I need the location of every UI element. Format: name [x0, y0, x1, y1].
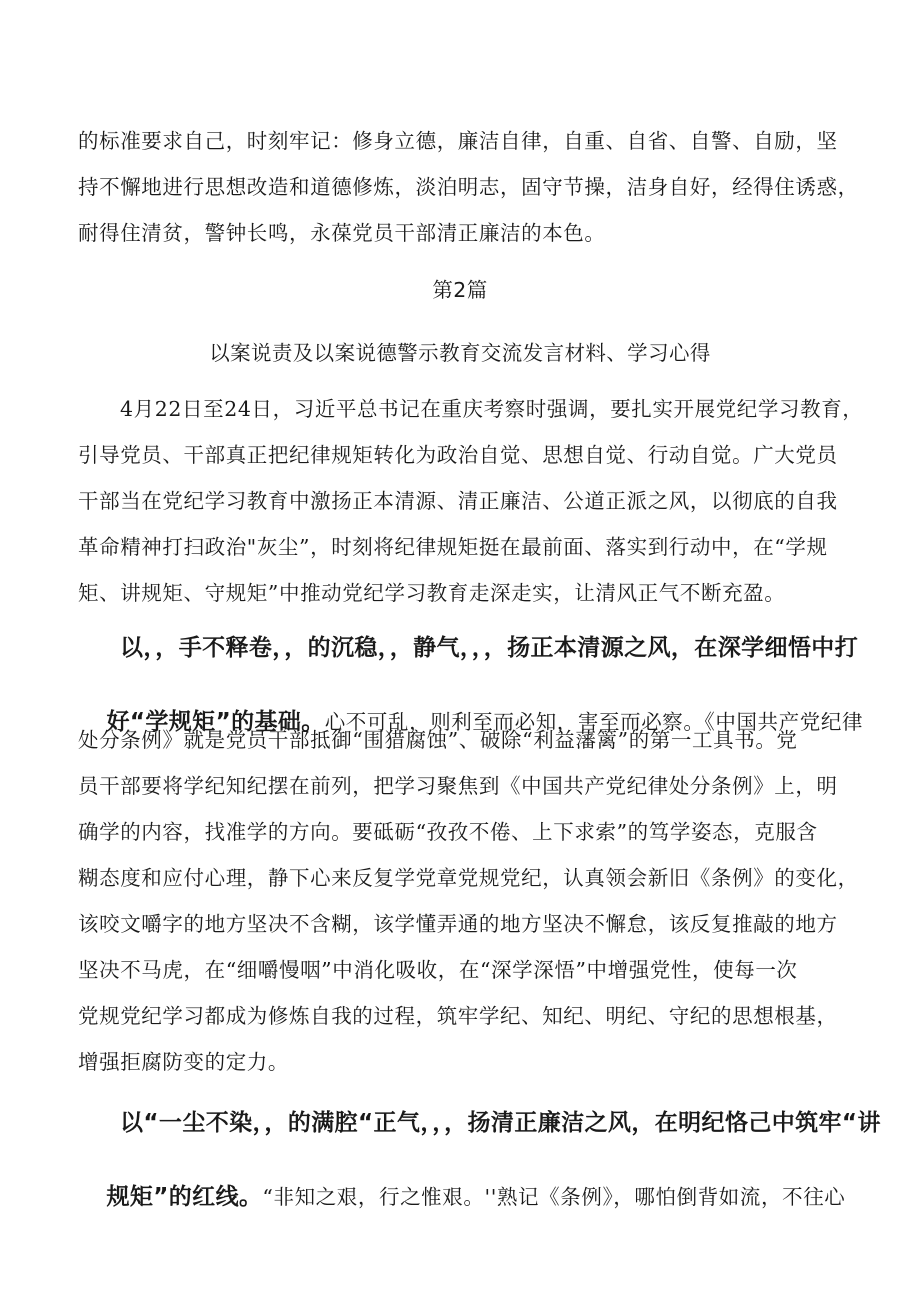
paragraph-line: 坚决不马虎，在“细嚼慢咽”中消化吸收，在“深学深悟”中增强党性，使每一次: [78, 958, 798, 982]
paragraph-line: 员干部要将学纪知纪摆在前列，把学习聚焦到《中国共产党纪律处分条例》上，明: [78, 774, 838, 798]
paragraph-lead-rest: 心不可乱，则利至而必知，害至而必察。《中国共产党纪律: [324, 710, 864, 734]
intro-line: 的标准要求自己，时刻牢记：修身立德，廉洁自律，自重、自省、自警、自励，坚: [78, 129, 838, 153]
section-label: 第2篇: [432, 278, 488, 302]
paragraph-lead-line: 以，，手不释卷，，的沉稳，，静气，，，扬正本清源之风，在深学细悟中打: [120, 635, 859, 661]
paragraph-line: 矩、讲规矩、守规矩”中推动党纪学习教育走深走实，让清风正气不断充盈。: [78, 581, 786, 605]
paragraph-line: 革命精神打扫政治"灰尘”，时刻将纪律规矩挺在最前面、落实到行动中，在“学规: [78, 535, 828, 559]
paragraph-line: 该咬文嚼字的地方坚决不含糊，该学懂弄通的地方坚决不懈怠，该反复推敲的地方: [78, 912, 838, 936]
section-title: 以案说责及以案说德警示教育交流发言材料、学习心得: [209, 341, 711, 365]
paragraph-line: 糊态度和应付心理，静下心来反复学党章党规党纪，认真领会新旧《条例》的变化，: [78, 866, 859, 890]
paragraph-lead-bold: 规矩”的红线。: [106, 1184, 263, 1210]
paragraph-lead-bold: 好“学规矩”的基础。: [106, 709, 325, 735]
paragraph-lead-line: 以“一尘不染，，的满腔“正气，，，扬清正廉洁之风，在明纪恪己中筑牢“讲: [120, 1110, 881, 1136]
intro-line: 耐得住清贫，警钟长鸣，永葆党员干部清正廉洁的本色。: [78, 221, 606, 245]
paragraph-lead-rest: “非知之艰，行之惟艰。''熟记《条例》，哪怕倒背如流，不往心: [262, 1185, 846, 1209]
intro-line: 持不懈地进行思想改造和道德修炼，淡泊明志，固守节操，洁身自好，经得住诱惑，: [78, 175, 859, 199]
paragraph-line: 引导党员、干部真正把纪律规矩转化为政治自觉、思想自觉、行动自觉。广大党员: [78, 443, 838, 467]
paragraph-line: 4月22日至24日，习近平总书记在重庆考察时强调，要扎实开展党纪学习教育，: [120, 397, 864, 421]
paragraph-line: 处分条例》就是党员干部抵御“围猎腐蚀”、破除“利益藩篱”的第一工具书。党: [78, 728, 798, 752]
paragraph-line: 党规党纪学习都成为修炼自我的过程，筑牢学纪、知纪、明纪、守纪的思想根基，: [78, 1004, 838, 1028]
paragraph-line: 增强拒腐防变的定力。: [78, 1050, 289, 1074]
paragraph-line: [0, 1155, 920, 1239]
paragraph-line: 确学的内容，找准学的方向。要砥砺“孜孜不倦、上下求索”的笃学姿态，克服含: [78, 820, 818, 844]
paragraph-line: 干部当在党纪学习教育中激扬正本清源、清正廉洁、公道正派之风，以彻底的自我: [78, 489, 838, 513]
